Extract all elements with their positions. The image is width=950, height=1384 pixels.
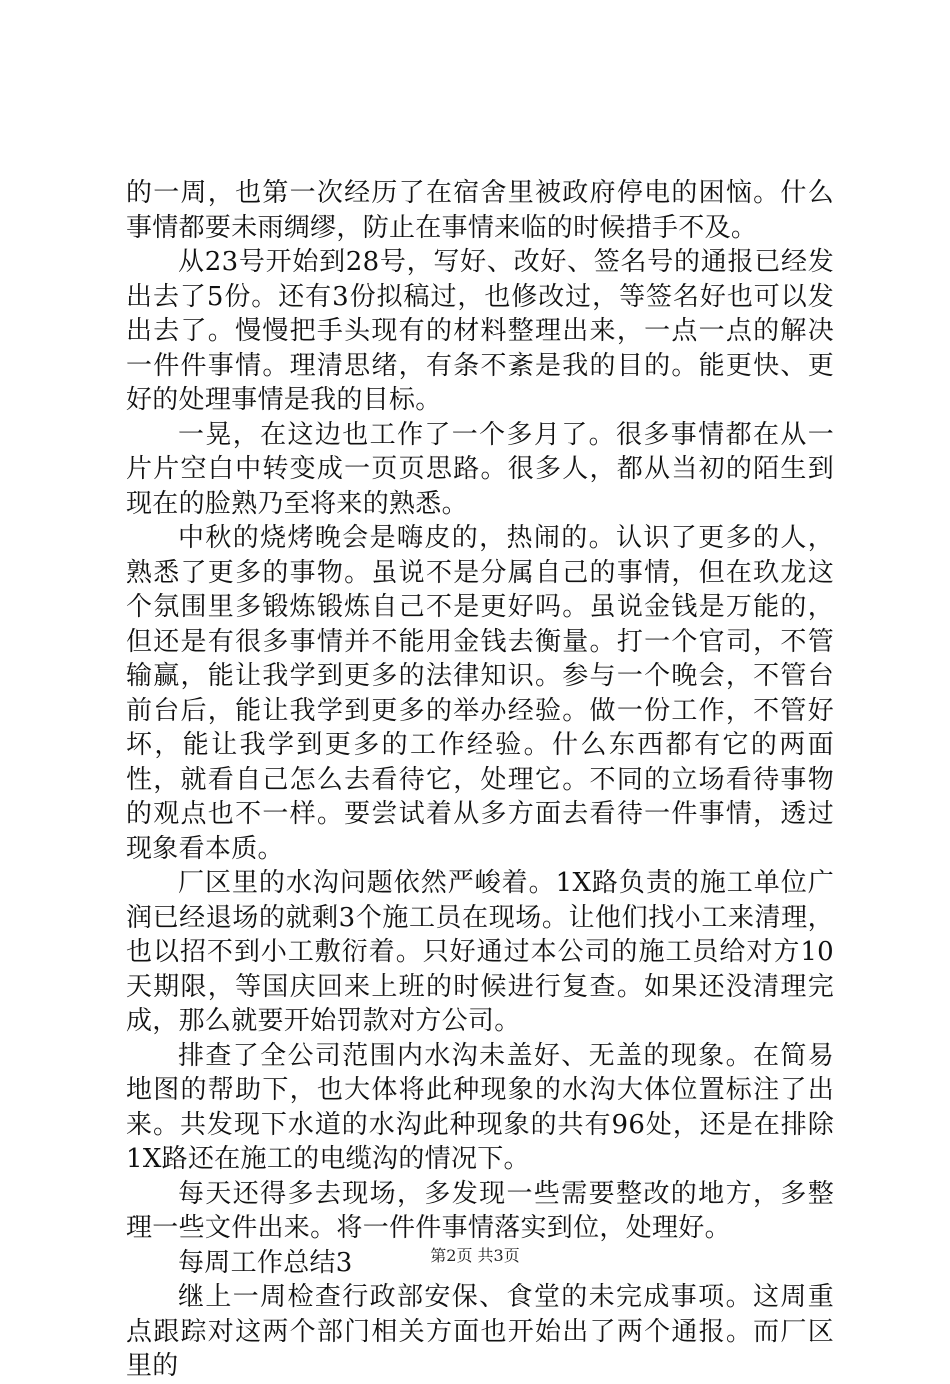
paragraph: 中秋的烧烤晚会是嗨皮的，热闹的。认识了更多的人，熟悉了更多的事物。虽说不是分属自己的事情，但在玖龙这个氛围里多锻炼锻炼自己不是更好吗。虽说金钱是万能的，但还是有很多事情并不能用金钱去衡量。打一个官司，不管输赢，能让我学到更多的法律知识。参与一个晚会，不管台前台后，能让我学到更多的举办经验。做一份工作，不管好坏，能让我学到更多的工作经验。什么东西都有它的两面性，就看自己怎么去看待它，处理它。不同的立场看待事物的观点也不一样。要尝试着从多方面去看待一件事情，透过现象看本质。 — [126, 523, 834, 864]
document-body — [126, 176, 834, 1384]
paragraph: 厂区里的水沟问题依然严峻着。1X路负责的施工单位广润已经退场的就剩3个施工员在现场。让他们找小工来清理，也以招不到小工敷衍着。只好通过本公司的施工员给对方10天期限，等国庆回来上班的时候进行复查。如果还没清理完成，那么就要开始罚款对方公司。 — [126, 868, 834, 1036]
paragraph: 从23号开始到28号，写好、改好、签名号的通报已经发出去了5份。还有3份拟稿过，也修改过，等签名好也可以发出去了。慢慢把手头现有的材料整理出来，一点一点的解决一件件事情。理清思绪，有条不紊是我的目的。能更快、更好的处理事情是我的目标。 — [126, 247, 834, 415]
paragraph: 每天还得多去现场，多发现一些需要整改的地方，多整理一些文件出来。将一件件事情落实到位，处理好。 — [126, 1178, 834, 1243]
paragraph: 一晃，在这边也工作了一个多月了。很多事情都在从一片片空白中转变成一页页思路。很多人，都从当初的陌生到现在的脸熟乃至将来的熟悉。 — [126, 419, 834, 519]
paragraph-continuation: 的一周，也第一次经历了在宿舍里被政府停电的困恼。什么事情都要未雨绸缪，防止在事情来临的时候措手不及。 — [126, 178, 834, 243]
paragraph: 排查了全公司范围内水沟未盖好、无盖的现象。在简易地图的帮助下，也大体将此种现象的水沟大体位置标注了出来。共发现下水道的水沟此种现象的共有96处，还是在排除1X路还在施工的电缆沟的情况下。 — [126, 1040, 834, 1174]
page-number-footer: 第2页 共3页 — [430, 1246, 520, 1265]
paragraph: 继上一周检查行政部安保、食堂的未完成事项。这周重点跟踪对这两个部门相关方面也开始出了两个通报。而厂区里的 — [126, 1282, 834, 1381]
section-heading: 每周工作总结3 — [178, 1247, 353, 1278]
